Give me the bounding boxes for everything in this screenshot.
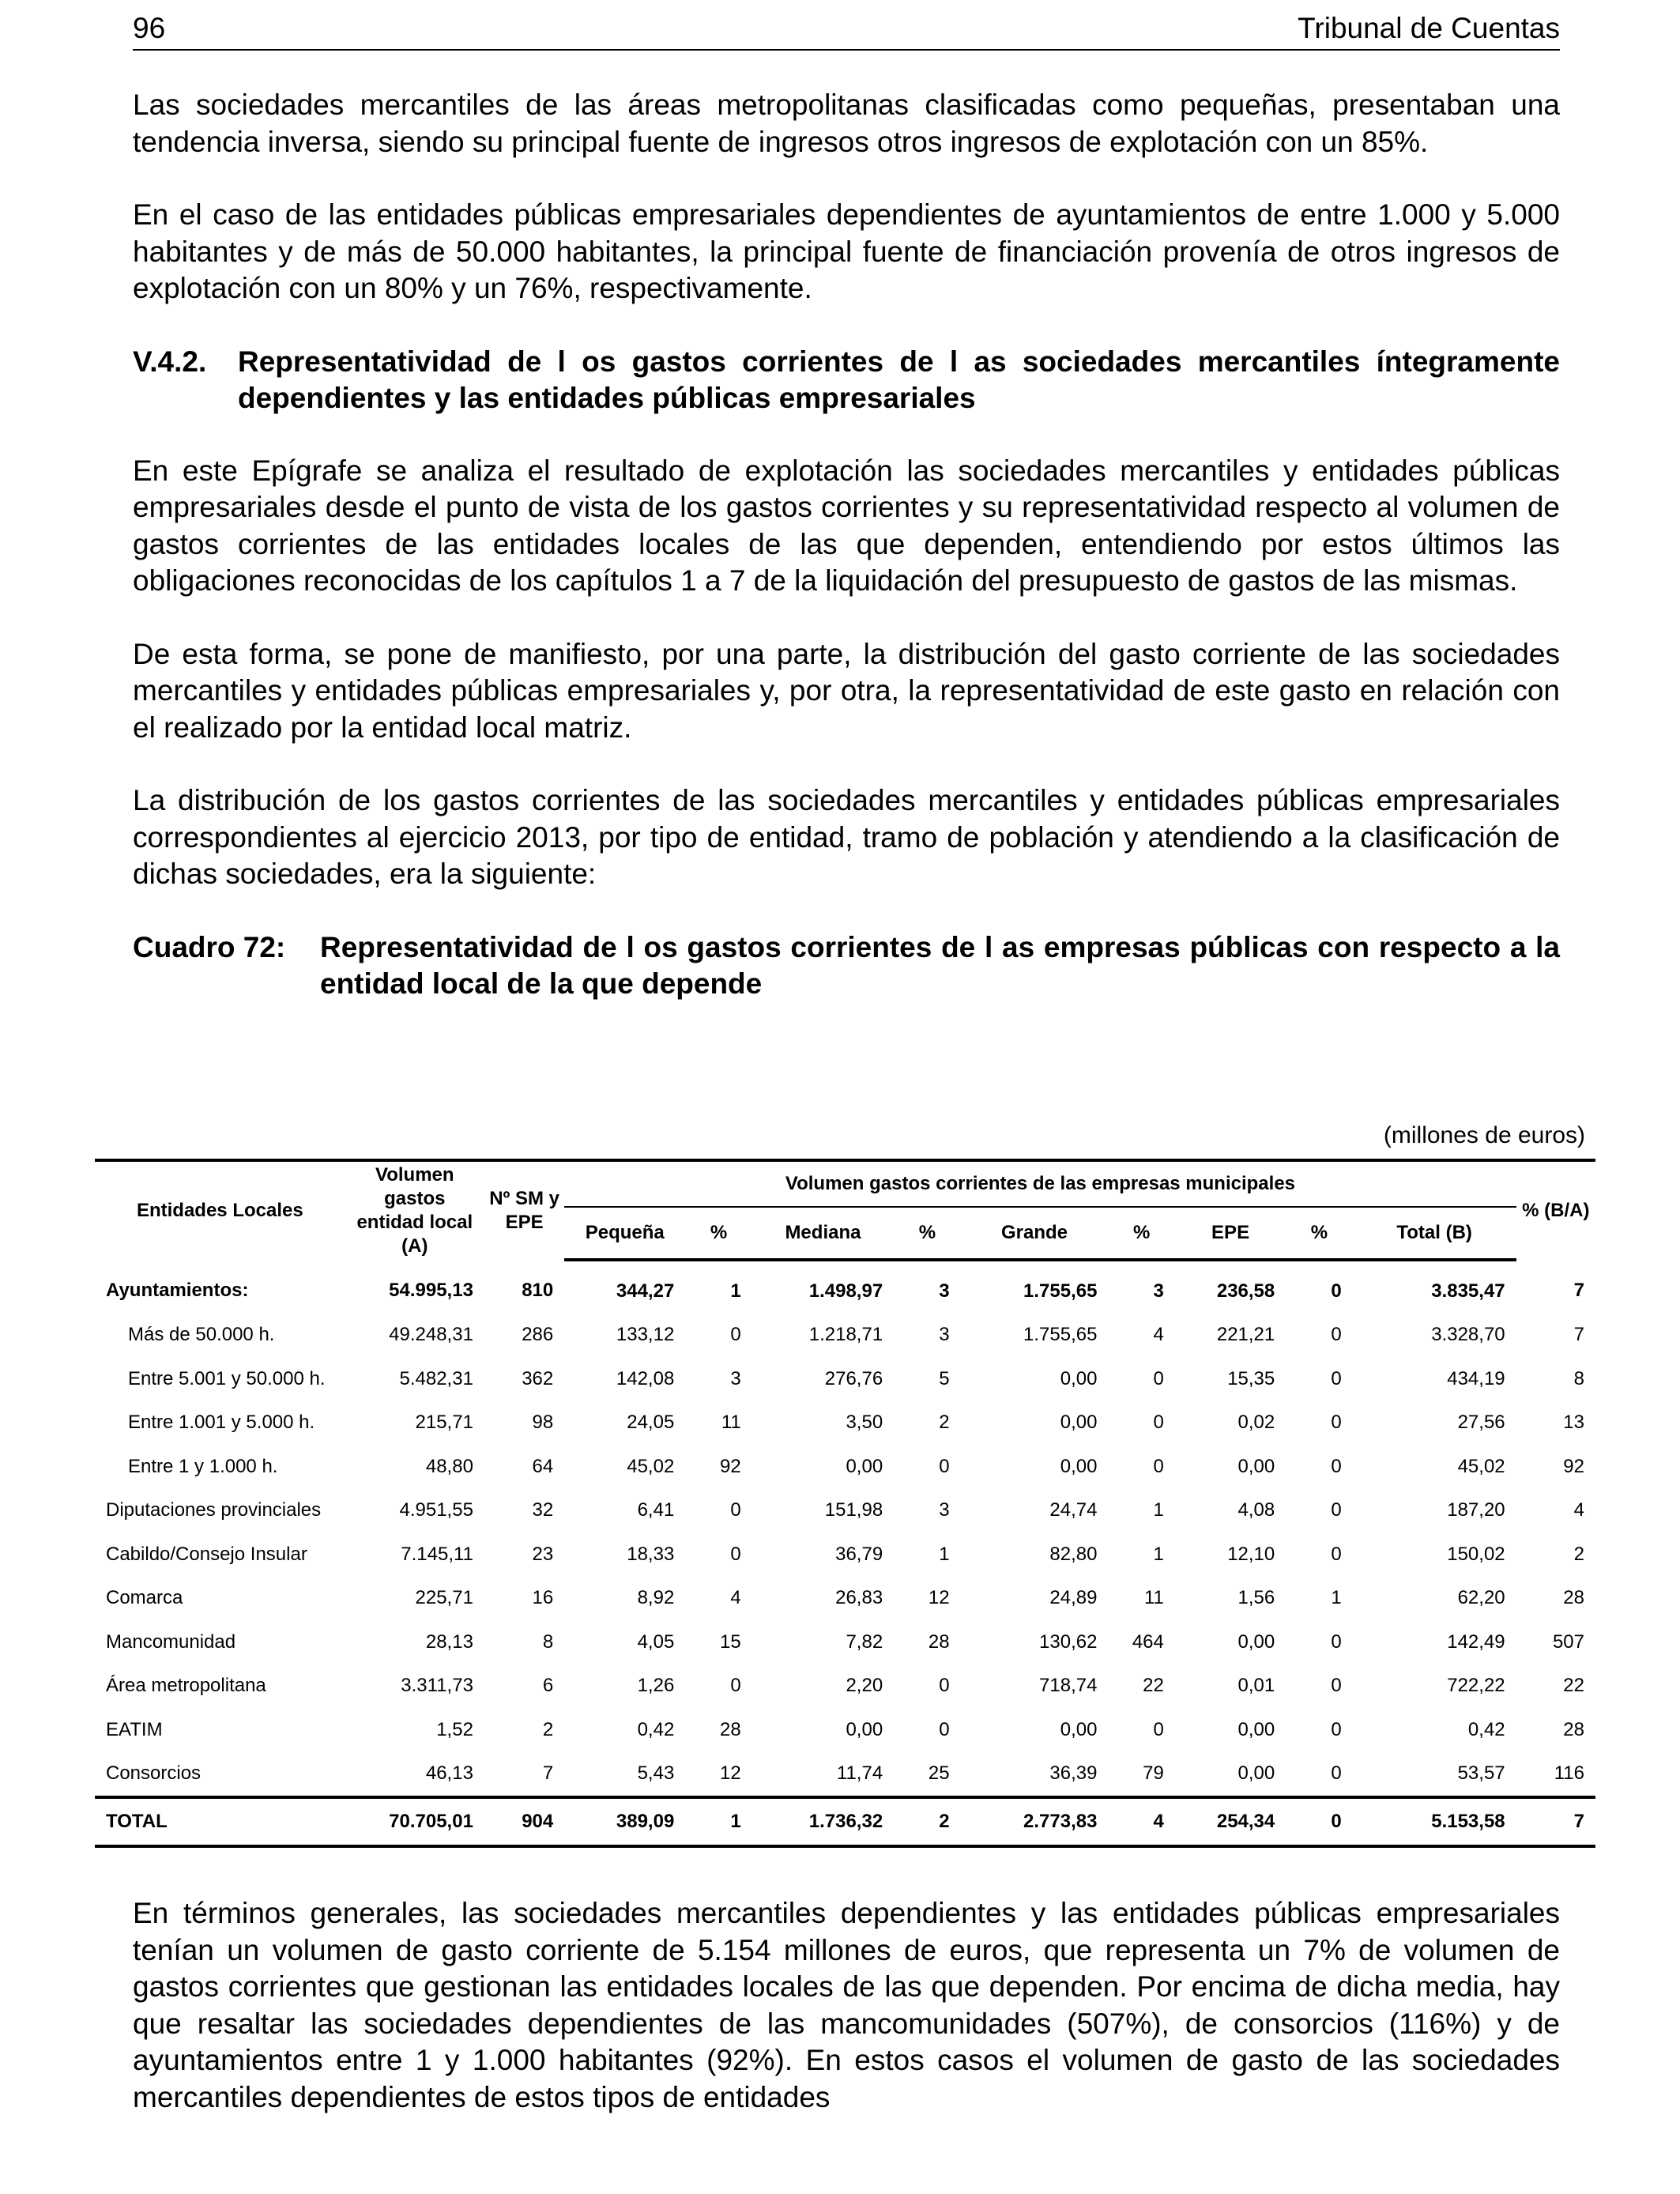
cell: 15,35: [1227, 1367, 1275, 1389]
cell: 15: [720, 1630, 741, 1653]
cell: 5: [939, 1367, 950, 1389]
cell: 12: [720, 1762, 741, 1785]
cell: 133,12: [616, 1324, 675, 1346]
header-pct: %: [1286, 1207, 1352, 1260]
table-row: [95, 1664, 1595, 1709]
cell: 5,43: [637, 1762, 675, 1785]
cell: 1: [1331, 1587, 1342, 1609]
data-table: [95, 1159, 1595, 1848]
cell: 221,21: [1216, 1324, 1275, 1346]
cell: 150,02: [1447, 1543, 1505, 1565]
cell: 7: [1573, 1324, 1584, 1346]
table-row: [95, 1620, 1595, 1664]
cell: 5.153,58: [1353, 1797, 1516, 1846]
cell: 11: [721, 1412, 741, 1434]
cell: 116: [1554, 1762, 1584, 1785]
cell: 16: [532, 1587, 554, 1609]
header-grande: Grande: [961, 1207, 1109, 1260]
cell: 98: [532, 1412, 554, 1434]
cell: 0,00: [1237, 1762, 1275, 1785]
row-label: Comarca: [106, 1587, 183, 1609]
header-epe: EPE: [1175, 1207, 1286, 1260]
row-label: Entre 1.001 y 5.000 h.: [128, 1412, 315, 1434]
cell: 4: [1573, 1499, 1584, 1521]
table-row: [95, 1314, 1595, 1358]
cell: 45,02: [1457, 1455, 1505, 1477]
cell: 0,00: [1060, 1367, 1098, 1389]
table-units: (millones de euros): [1383, 1122, 1585, 1148]
cell: 4: [1108, 1797, 1174, 1846]
cell: 2: [939, 1412, 950, 1434]
cell: 3.311,73: [401, 1675, 473, 1697]
row-label: Ayuntamientos:: [106, 1279, 249, 1301]
cell: 0,00: [1060, 1455, 1098, 1477]
cell: 3: [1153, 1280, 1164, 1302]
cell: 0: [1331, 1762, 1342, 1785]
cell: 1.498,97: [808, 1280, 883, 1302]
cell: 92: [720, 1455, 741, 1477]
running-header: [133, 11, 1560, 51]
cell: 0,00: [1060, 1718, 1098, 1740]
cell: 0: [1153, 1718, 1164, 1740]
table-row-total: [95, 1797, 1595, 1846]
cell: 28: [928, 1630, 950, 1653]
table-row: [95, 1445, 1595, 1489]
cell: 344,27: [616, 1280, 675, 1302]
cell: 2: [1573, 1543, 1584, 1565]
cell: 0: [1331, 1543, 1342, 1565]
table-row: [95, 1401, 1595, 1446]
cell: 718,74: [1039, 1675, 1098, 1697]
table-caption-number: Cuadro 72:: [133, 930, 286, 963]
cell: 3: [939, 1280, 950, 1302]
cell: 464: [1132, 1630, 1164, 1653]
cell: 1,52: [436, 1718, 473, 1740]
cell: 0: [1153, 1455, 1164, 1477]
cell: 0: [939, 1675, 950, 1697]
cell: 0: [1153, 1367, 1164, 1389]
page-number: 96: [133, 12, 166, 44]
body-text-bottom: [133, 1895, 1560, 2116]
section-title: Representatividad de l os gastos corrientes de l as sociedades mercantiles íntegramente dependientes y las entidades públicas empresariales: [238, 345, 1560, 414]
paragraph-1: Las sociedades mercantiles de las áreas metropolitanas clasificadas como pequeñas, presentaban una tendencia inversa, siendo su principal fuente de ingresos otros ingresos de explotación con un 85%.: [133, 89, 1560, 158]
cell: 1.755,65: [1023, 1324, 1098, 1346]
cell: 3,50: [846, 1412, 883, 1434]
cell: 5.482,31: [399, 1367, 473, 1389]
cell: 0,00: [1237, 1455, 1275, 1477]
cell: 151,98: [824, 1499, 883, 1521]
cell: 3.328,70: [1431, 1324, 1505, 1346]
cell: 8: [1573, 1367, 1584, 1389]
paragraph-6: En términos generales, las sociedades mercantiles dependientes y las entidades públicas empresariales tenían un volumen de gasto corriente de 5.154 millones de euros, que representa un 7% de volumen de gastos corrientes que gestionan las entidades locales de las que dependen. Por encima de dicha media, hay que resaltar las sociedades dependientes de las mancomunidades (507%), de consorcios (116%) y de ayuntamientos entre 1 y 1.000 habitantes (92%). En estos casos el volumen de gasto de las sociedades mercantiles dependientes de estos tipos de entidades: [133, 1897, 1560, 2113]
cell: 0: [1331, 1455, 1342, 1477]
cell: 64: [532, 1455, 554, 1477]
cell: 2: [894, 1797, 960, 1846]
cell: 2.773,83: [961, 1797, 1109, 1846]
cell: 6,41: [637, 1499, 675, 1521]
table-row: [95, 1357, 1595, 1401]
cell: 0: [1286, 1797, 1352, 1846]
row-label: TOTAL: [95, 1797, 345, 1846]
cell: 1.736,32: [752, 1797, 894, 1846]
cell: 7,82: [846, 1630, 883, 1653]
table-caption: [133, 929, 1560, 1002]
cell: 130,62: [1039, 1630, 1098, 1653]
cell: 215,71: [415, 1412, 473, 1434]
cell: 0: [1331, 1367, 1342, 1389]
section-heading: [133, 344, 1560, 417]
cell: 4.951,55: [399, 1499, 473, 1521]
cell: 0,42: [637, 1718, 675, 1740]
cell: 1.218,71: [808, 1324, 883, 1346]
cell: 1,56: [1237, 1587, 1275, 1609]
header-mediana: Mediana: [752, 1207, 894, 1260]
cell: 24,74: [1049, 1499, 1098, 1521]
table-row: [95, 1708, 1595, 1752]
cell: 48,80: [425, 1455, 473, 1477]
cell: 92: [1563, 1455, 1584, 1477]
cell: 810: [522, 1279, 554, 1301]
cell: 0: [1331, 1280, 1342, 1302]
section-number: V.4.2.: [133, 345, 207, 378]
cell: 254,34: [1175, 1797, 1286, 1846]
cell: 11: [1143, 1587, 1164, 1609]
cell: 24,89: [1049, 1587, 1098, 1609]
header-num-sm-epe: Nº SM y EPE: [484, 1160, 564, 1260]
cell: 434,19: [1447, 1367, 1505, 1389]
cell: 82,80: [1049, 1543, 1098, 1565]
cell: 0: [1331, 1324, 1342, 1346]
cell: 36,79: [835, 1543, 883, 1565]
paragraph-3: En este Epígrafe se analiza el resultado de explotación las sociedades mercantiles y entidades públicas empresariales desde el punto de vista de los gastos corrientes y su representatividad respecto al volumen de gastos corrientes de las entidades locales de las que dependen, entendiendo por estos últimos las obligaciones reconocidas de los capítulos 1 a 7 de la liquidación del presupuesto de gastos de las mismas.: [133, 454, 1560, 597]
cell: 389,09: [564, 1797, 685, 1846]
cell: 24,05: [627, 1412, 675, 1434]
cell: 3: [939, 1324, 950, 1346]
row-label: Mancomunidad: [106, 1630, 236, 1653]
header-volumen-a: Volumen gastos entidad local (A): [345, 1160, 484, 1260]
cell: 6: [542, 1675, 554, 1697]
cell: 3.835,47: [1431, 1280, 1505, 1302]
row-label: Entre 5.001 y 50.000 h.: [128, 1367, 326, 1389]
cell: 0,00: [846, 1718, 883, 1740]
cell: 46,13: [425, 1762, 473, 1785]
row-label: Área metropolitana: [106, 1675, 266, 1697]
cell: 507: [1552, 1630, 1584, 1653]
cell: 36,39: [1049, 1762, 1098, 1785]
cell: 8: [542, 1630, 554, 1653]
header-ratio: % (B/A): [1516, 1160, 1595, 1260]
header-entidades: Entidades Locales: [95, 1160, 345, 1260]
row-label: Consorcios: [106, 1762, 202, 1785]
cell: 0,00: [846, 1455, 883, 1477]
cell: 0: [1331, 1412, 1342, 1434]
cell: 4,08: [1237, 1499, 1275, 1521]
row-label: Diputaciones provinciales: [106, 1499, 322, 1521]
cell: 0: [939, 1455, 950, 1477]
cell: 4: [730, 1587, 741, 1609]
header-pct: %: [1108, 1207, 1174, 1260]
cell: 7.145,11: [401, 1543, 473, 1565]
cell: 11,74: [836, 1762, 883, 1785]
cell: 27,56: [1457, 1412, 1505, 1434]
cell: 0,00: [1237, 1630, 1275, 1653]
cell: 2,20: [846, 1675, 883, 1697]
cell: 45,02: [627, 1455, 675, 1477]
cell: 3: [939, 1499, 950, 1521]
cell: 28: [720, 1718, 741, 1740]
cell: 1: [730, 1280, 741, 1302]
cell: 8,92: [637, 1587, 675, 1609]
cell: 3: [730, 1367, 741, 1389]
row-label: Más de 50.000 h.: [128, 1324, 275, 1346]
table-row: [95, 1532, 1595, 1577]
cell: 286: [522, 1324, 554, 1346]
header-total: Total (B): [1353, 1207, 1516, 1260]
cell: 7: [1516, 1797, 1595, 1846]
cell: 1,26: [637, 1675, 675, 1697]
cell: 142,49: [1447, 1630, 1505, 1653]
row-label: Entre 1 y 1.000 h.: [128, 1455, 278, 1477]
header-pct: %: [685, 1207, 751, 1260]
cell: 22: [1143, 1675, 1164, 1697]
cell: 28: [1563, 1718, 1584, 1740]
cell: 0: [1153, 1412, 1164, 1434]
table-row: [95, 1489, 1595, 1533]
cell: 0: [730, 1543, 741, 1565]
header-pequena: Pequeña: [564, 1207, 685, 1260]
body-text-top: [133, 87, 1560, 1002]
paragraph-2: En el caso de las entidades públicas empresariales dependientes de ayuntamientos de entre 1.000 y 5.000 habitantes y de más de 50.000 habitantes, la principal fuente de financiación provenía de otros ingresos de explotación con un 80% y un 76%, respectivamente.: [133, 198, 1560, 304]
paragraph-4: De esta forma, se pone de manifiesto, por una parte, la distribución del gasto corriente de las sociedades mercantiles y entidades públicas empresariales y, por otra, la representatividad de este gasto en relación con el realizado por la entidad local matriz.: [133, 637, 1560, 744]
cell: 18,33: [627, 1543, 675, 1565]
header-group: Volumen gastos corrientes de las empresas municipales: [564, 1160, 1516, 1207]
cell: 0: [1331, 1499, 1342, 1521]
cell: 70.705,01: [345, 1797, 484, 1846]
cell: 7: [1573, 1279, 1584, 1301]
running-title: Tribunal de Cuentas: [1298, 12, 1560, 44]
cell: 0,01: [1237, 1675, 1275, 1697]
cell: 26,83: [835, 1587, 883, 1609]
table-caption-title: Representatividad de l os gastos corrientes de l as empresas públicas con respecto a la entidad local de la que depende: [320, 930, 1560, 1000]
cell: 0: [1331, 1630, 1342, 1653]
cell: 0,02: [1237, 1412, 1275, 1434]
cell: 1.755,65: [1023, 1280, 1098, 1302]
cell: 0: [730, 1499, 741, 1521]
cell: 13: [1563, 1412, 1584, 1434]
cell: 0,00: [1060, 1412, 1098, 1434]
cell: 0,42: [1467, 1718, 1505, 1740]
paragraph-5: La distribución de los gastos corrientes de las sociedades mercantiles y entidades públicas empresariales correspondientes al ejercicio 2013, por tipo de entidad, tramo de población y atendiendo a la clasificación de dichas sociedades, era la siguiente:: [133, 784, 1560, 890]
cell: 225,71: [415, 1587, 473, 1609]
header-pct: %: [894, 1207, 960, 1260]
cell: 23: [532, 1543, 554, 1565]
cell: 1: [939, 1543, 950, 1565]
table-row: [95, 1752, 1595, 1798]
cell: 12,10: [1227, 1543, 1275, 1565]
table-row: [95, 1260, 1595, 1314]
cell: 904: [484, 1797, 564, 1846]
cell: 4: [1153, 1324, 1164, 1346]
cell: 28: [1563, 1587, 1584, 1609]
cell: 0: [939, 1718, 950, 1740]
cell: 2: [542, 1718, 554, 1740]
cell: 32: [532, 1499, 554, 1521]
cell: 0: [1331, 1718, 1342, 1740]
cell: 1: [1153, 1543, 1164, 1565]
cell: 12: [928, 1587, 950, 1609]
cell: 62,20: [1457, 1587, 1505, 1609]
row-label: EATIM: [106, 1718, 163, 1740]
cell: 187,20: [1447, 1499, 1505, 1521]
cell: 7: [542, 1762, 554, 1785]
cell: 4,05: [637, 1630, 675, 1653]
cell: 0: [730, 1324, 741, 1346]
cell: 1: [685, 1797, 751, 1846]
cell: 0: [1331, 1675, 1342, 1697]
cell: 276,76: [824, 1367, 883, 1389]
table-row: [95, 1577, 1595, 1621]
cell: 49.248,31: [389, 1324, 473, 1346]
cell: 53,57: [1457, 1762, 1505, 1785]
cell: 25: [928, 1762, 950, 1785]
cell: 1: [1153, 1499, 1164, 1521]
cell: 79: [1143, 1762, 1164, 1785]
cell: 54.995,13: [389, 1279, 473, 1301]
cell: 722,22: [1447, 1675, 1505, 1697]
cell: 28,13: [425, 1630, 473, 1653]
cell: 142,08: [616, 1367, 675, 1389]
row-label: Cabildo/Consejo Insular: [106, 1543, 307, 1565]
cell: 22: [1563, 1675, 1584, 1697]
cell: 0,00: [1237, 1718, 1275, 1740]
cell: 362: [522, 1367, 554, 1389]
cell: 236,58: [1216, 1280, 1275, 1302]
cell: 0: [730, 1675, 741, 1697]
